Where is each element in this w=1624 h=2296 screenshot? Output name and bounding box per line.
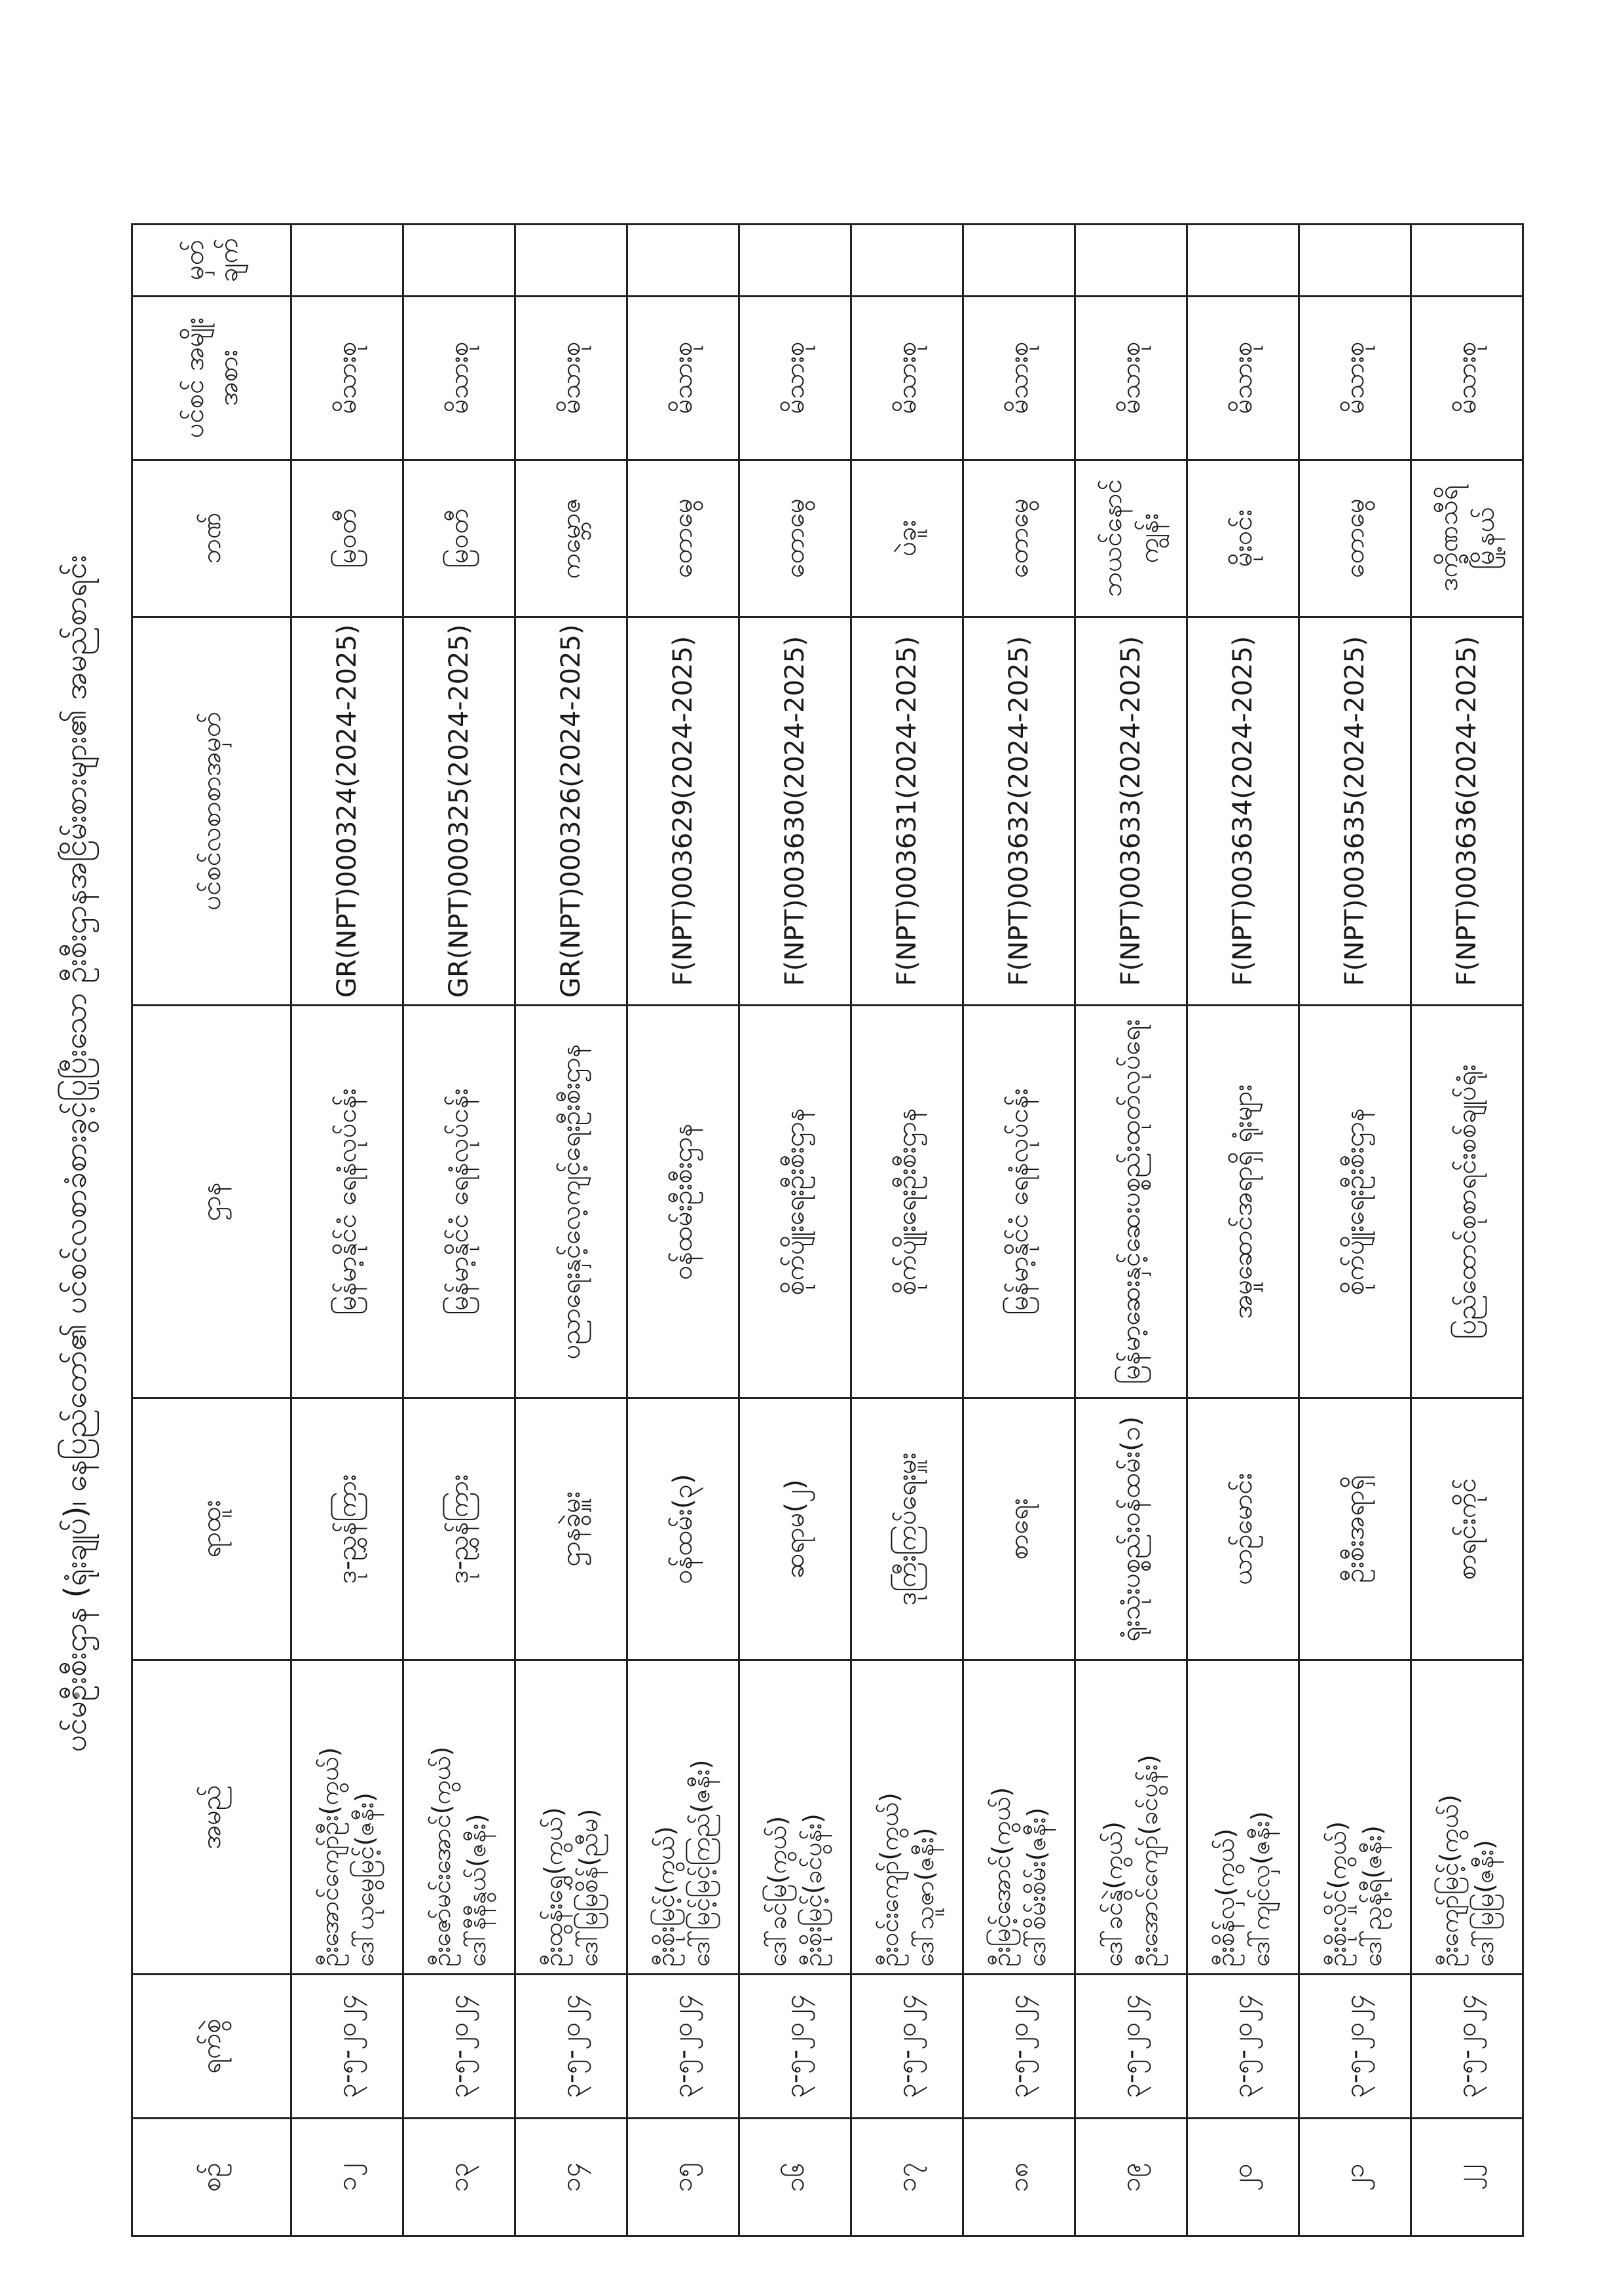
beneficiary-name: ဦးအောင်ကျော်(ခင်ပွန်း): [1134, 1754, 1163, 1967]
cell-department: မြန်မာ့ဆေးနှင့်ဆေးပစ္စည်းထုတ်လုပ်ရေး: [1075, 1006, 1187, 1398]
table-row: [627, 224, 739, 2236]
table-row: [851, 224, 963, 2236]
deceased-name: ဦးစိုးလှိုင်(ကွယ်): [1323, 1821, 1352, 1967]
table-row: [963, 224, 1075, 2236]
cell-name: [1187, 1660, 1299, 1975]
beneficiary-name: ဒေါ်မြမြ(ဇနီး): [1470, 1840, 1499, 1967]
cell-department: မြန်မာ့နိုင်ငံ ရေနံလုပ်ငန်း: [963, 1006, 1075, 1398]
cell-remark: [291, 224, 403, 296]
document-title: ပင်မဦးစီးဌာန (ရုံးချုပ်)၊ နေပြည်တော်၏ ပင်စင်လစာခံစားခွင့်ပြုပြီးသော ဦးစီးဌာနအငြိမ်းစားများ၏ အမည်စာရင်း: [58, 555, 93, 1753]
cell-name: [963, 1660, 1075, 1975]
cell-pension-type: မိသားစု: [1411, 296, 1523, 460]
cell-date: ၃-၅-၂၀၂၄: [291, 1975, 403, 2119]
cell-pension-no: F(NPT)003632(2024-2025): [963, 617, 1075, 1005]
cell-name: [739, 1660, 851, 1975]
cell-bank: မြဝတီ: [403, 460, 515, 617]
cell-bank: ဘယင်နောင်ကျွန်း: [1075, 460, 1187, 617]
deceased-name: ဦးထွန်းရွှေ(ကွယ်): [539, 1807, 568, 1967]
header-pension-no: ပင်စင်လစာစာအမှတ်: [132, 617, 291, 1005]
table-row: [403, 224, 515, 2236]
cell-bank: တောမွေ: [627, 460, 739, 617]
cell-bank: မြဝတီ: [291, 460, 403, 617]
cell-rank: ဒု-ညွှန်ကြား: [403, 1398, 515, 1660]
cell-date: ၃-၅-၂၀၂၄: [1411, 1975, 1523, 2119]
cell-no: ၁၈: [963, 2119, 1075, 2236]
cell-name: [403, 1660, 515, 1975]
cell-pension-no: GR(NPT)000325(2024-2025): [403, 617, 515, 1005]
cell-remark: [1411, 224, 1523, 296]
cell-pension-no: GR(NPT)000324(2024-2025): [291, 617, 403, 1005]
cell-department: ပြည်ထောင်စုစာရင်းစစ်ချုပ်ရုံး: [1411, 1006, 1523, 1398]
cell-date: ၃-၅-၂၀၂၄: [1187, 1975, 1299, 2119]
cell-pension-type: မိသားစု: [739, 296, 851, 460]
cell-rank: ယာဉ်မောင်း: [1187, 1398, 1299, 1660]
cell-pension-type: မိသားစု: [851, 296, 963, 460]
beneficiary-name: ဒေါ်မြင့်မြင့်ကြည်(ဇနီး): [686, 1759, 715, 1967]
cell-rank: ဒုကြီးကြပ်ရေးမှူး: [851, 1398, 963, 1660]
cell-remark: [1075, 224, 1187, 296]
cell-pension-no: F(NPT)003630(2024-2025): [739, 617, 851, 1005]
cell-bank: တောမွေ: [739, 460, 851, 617]
table-row: [291, 224, 403, 2236]
cell-name: [851, 1660, 963, 1975]
header-date: ရက်စွဲ: [132, 1975, 291, 2119]
deceased-name: ဦးစိန်လှ(ကွယ်): [1211, 1828, 1240, 1967]
cell-pension-type: မိသားစု: [1299, 296, 1411, 460]
header-name: အမည်: [132, 1660, 291, 1975]
deceased-name: ဒေါ်ခင်မြ(ကွယ်): [763, 1815, 792, 1967]
deceased-name: ဦးဇော်မင်းအောင်(ကွယ်): [427, 1746, 456, 1967]
cell-rank: ဆရာမ(၂): [739, 1398, 851, 1660]
cell-rank: ဌာနခွဲမှူး: [515, 1398, 627, 1660]
cell-pension-type: မိသားစု: [627, 296, 739, 460]
cell-rank: ရုံးသုံးပစ္စည်းဝန်ထမ်း(၁): [1075, 1398, 1187, 1660]
cell-rank: ဝန်ထမ်း(၃): [627, 1398, 739, 1660]
cell-no: ၁၉: [1075, 2119, 1187, 2236]
beneficiary-name: ဒေါ်ယုမွေမြင့်(ဇနီး): [350, 1792, 379, 1967]
deceased-name: ဦးစိုးမြင့်(ကွယ်): [651, 1826, 680, 1967]
cell-date: ၃-၅-၂၀၂၄: [627, 1975, 739, 2119]
beneficiary-name: ဒေါ်ညွန့်ရီ(ဇနီး): [1358, 1825, 1387, 1967]
beneficiary-name: ဒေါ်နီနီနွယ်(ဇနီး): [462, 1813, 491, 1967]
cell-department: ပညာရေးနှင့်လေ့ကျင့်ရေးဦးစီးဌာန: [515, 1006, 627, 1398]
table-row: [1187, 224, 1299, 2236]
cell-pension-type: မိသားစု: [963, 296, 1075, 460]
cell-date: ၃-၅-၂၀၂၄: [1299, 1975, 1411, 2119]
cell-no: ၂၀: [1187, 2119, 1299, 2236]
beneficiary-name: ဒေါ်စိမ်းစိမ်း(ဇနီး): [1022, 1807, 1051, 1967]
cell-date: ၃-၅-၂၀၂၄: [963, 1975, 1075, 2119]
beneficiary-name: ဒေါ်သူဇာ(ဇနီး): [910, 1827, 939, 1967]
cell-remark: [963, 224, 1075, 296]
cell-no: ၁၂: [291, 2119, 403, 2236]
header-rank: ရာထူး: [132, 1398, 291, 1660]
table-row: [1411, 224, 1523, 2236]
cell-pension-no: F(NPT)003633(2024-2025): [1075, 617, 1187, 1005]
deceased-name: ဦးအောင်ကျော်ဦး(ကွယ်): [315, 1747, 344, 1967]
cell-pension-type: မိသားစု: [1075, 296, 1187, 460]
cell-name: [1411, 1660, 1523, 1975]
cell-pension-no: GR(NPT)000326(2024-2025): [515, 617, 627, 1005]
cell-rank: ဒု-ညွှန်ကြား: [291, 1398, 403, 1660]
header-no: စဉ်: [132, 2119, 291, 2236]
header-bank: ဘဏ်: [132, 460, 291, 617]
cell-no: ၂၂: [1411, 2119, 1523, 2236]
table-row: [1299, 224, 1411, 2236]
cell-no: ၁၇: [851, 2119, 963, 2236]
cell-department: စိုက်ပျိုးရေးဦးစီးဌာန: [739, 1006, 851, 1398]
cell-name: [291, 1660, 403, 1975]
beneficiary-name: ဦးစိုးမြင့်(ခင်ပွန်း): [798, 1813, 827, 1967]
cell-remark: [851, 224, 963, 296]
cell-rank: စာရင်းကိုင်: [1411, 1398, 1523, 1660]
cell-pension-type: မိသားစု: [515, 296, 627, 460]
header-remark: မှတ် ချက်: [132, 224, 291, 296]
pension-table: [131, 223, 1524, 2237]
cell-department: စိုက်ပျိုးရေးဦးစီးဌာန: [851, 1006, 963, 1398]
table-row: [515, 224, 627, 2236]
cell-date: ၃-၅-၂၀၂၄: [403, 1975, 515, 2119]
cell-date: ၃-၅-၂၀၂၄: [851, 1975, 963, 2119]
cell-pension-type: မိသားစု: [403, 296, 515, 460]
cell-bank: ကမ္ဘောဇ: [515, 460, 627, 617]
header-pension-type: ပင်စင် အမျိုးအစား: [132, 296, 291, 460]
cell-remark: [515, 224, 627, 296]
cell-no: ၁၃: [403, 2119, 515, 2236]
table-header-row: [132, 224, 291, 2236]
deceased-name: ဦးကျော်မြင့်(ကွယ်): [1435, 1794, 1464, 1967]
cell-remark: [739, 224, 851, 296]
cell-pension-type: မိသားစု: [291, 296, 403, 460]
cell-name: [1299, 1660, 1411, 1975]
table-row: [1075, 224, 1187, 2236]
cell-remark: [1299, 224, 1411, 296]
cell-rank: ဦးစီးအရာရှိ: [1299, 1398, 1411, 1660]
cell-department: အမှုဆောင်အရာရှိ ရုံးများ: [1187, 1006, 1299, 1398]
cell-department: မြန်မာ့နိုင်ငံ ရေနံလုပ်ငန်း: [403, 1006, 515, 1398]
cell-no: ၁၅: [627, 2119, 739, 2236]
cell-remark: [403, 224, 515, 296]
cell-no: ၁၄: [515, 2119, 627, 2236]
cell-pension-no: F(NPT)003635(2024-2025): [1299, 617, 1411, 1005]
cell-pension-no: F(NPT)003629(2024-2025): [627, 617, 739, 1005]
cell-name: [515, 1660, 627, 1975]
cell-department: စိုက်ပျိုးရေးဦးစီးဌာန: [1299, 1006, 1411, 1398]
table-row: [739, 224, 851, 2236]
header-department: ဌာန: [132, 1006, 291, 1398]
cell-bank: ဒက္ခိဏသီရိမြို့နယ်: [1411, 460, 1523, 617]
cell-name: [1075, 1660, 1187, 1975]
cell-remark: [1187, 224, 1299, 296]
beneficiary-name: ဒေါ်မြမြစိန်(ညီမ): [574, 1808, 603, 1967]
cell-bank: မိုးဝင်း: [1187, 460, 1299, 617]
cell-date: ၃-၅-၂၀၂၄: [1075, 1975, 1187, 2119]
table-body: [291, 224, 1523, 2236]
cell-department: မြန်မာ့နိုင်ငံ ရေနံလုပ်ငန်း: [291, 1006, 403, 1398]
cell-pension-no: F(NPT)003634(2024-2025): [1187, 617, 1299, 1005]
cell-rank: စာရေး: [963, 1398, 1075, 1660]
cell-no: ၂၁: [1299, 2119, 1411, 2236]
cell-pension-no: F(NPT)003636(2024-2025): [1411, 617, 1523, 1005]
cell-no: ၁၆: [739, 2119, 851, 2236]
deceased-name: ဦးမြင့်အောင်(ကွယ်): [987, 1787, 1016, 1967]
cell-remark: [627, 224, 739, 296]
deceased-name: ဒေါ်ခင်နွဲ(ကွယ်): [1099, 1821, 1128, 1967]
cell-bank: တောမွေ: [963, 460, 1075, 617]
cell-name: [627, 1660, 739, 1975]
cell-pension-type: မိသားစု: [1187, 296, 1299, 460]
deceased-name: ဦးဝင်းကျော်(ကွယ်): [875, 1793, 904, 1967]
cell-pension-no: F(NPT)003631(2024-2025): [851, 617, 963, 1005]
cell-department: ဝန်ထမ်းဦးစီးဌာန: [627, 1006, 739, 1398]
cell-date: ၃-၅-၂၀၂၄: [739, 1975, 851, 2119]
cell-bank: ပဲခူး: [851, 460, 963, 617]
cell-bank: တောမွေ: [1299, 460, 1411, 617]
cell-date: ၃-၅-၂၀၂၄: [515, 1975, 627, 2119]
beneficiary-name: ဒေါ်ကျင်လှ(ဇနီး): [1246, 1811, 1275, 1967]
